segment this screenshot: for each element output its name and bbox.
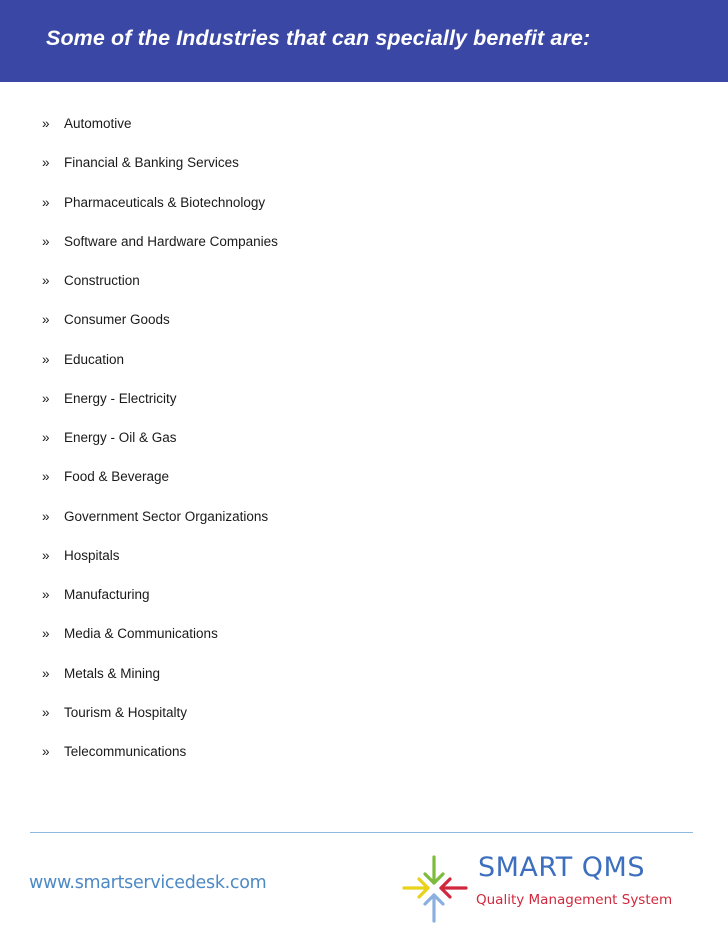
- bullet-icon: »: [42, 194, 50, 210]
- bullet-icon: »: [42, 116, 50, 131]
- bullet-icon: »: [42, 665, 50, 681]
- logo: [402, 855, 470, 923]
- industry-label: Food & Beverage: [64, 469, 170, 485]
- industry-item: [42, 152, 278, 191]
- industry-label: Media & Communications: [64, 626, 218, 642]
- bullet-icon: »: [42, 469, 50, 485]
- industry-label: Construction: [64, 273, 140, 288]
- bullet-icon: »: [42, 508, 50, 524]
- bullet-icon: »: [42, 587, 50, 602]
- website-url[interactable]: www.smartservicedesk.com: [29, 873, 267, 893]
- industry-item: [42, 113, 278, 152]
- footer-divider: [30, 832, 693, 833]
- industry-item: [42, 466, 278, 505]
- industry-item: [42, 231, 278, 270]
- industry-item: [42, 584, 278, 623]
- industry-list: [42, 113, 278, 780]
- industry-item: [42, 741, 278, 780]
- industry-item: [42, 623, 278, 662]
- converging-arrows-icon: [402, 855, 470, 923]
- bullet-icon: »: [42, 155, 50, 171]
- industry-item: [42, 192, 278, 231]
- logo-tagline: Quality Management System: [476, 892, 673, 908]
- industry-label: Financial & Banking Services: [64, 155, 239, 171]
- industry-item: [42, 427, 278, 466]
- industry-label: Tourism & Hospitalty: [64, 704, 188, 720]
- industry-label: Automotive: [64, 116, 132, 131]
- bullet-icon: »: [42, 626, 50, 642]
- industry-label: Metals & Mining: [64, 665, 161, 681]
- bullet-icon: »: [42, 233, 50, 249]
- industry-item: [42, 702, 278, 741]
- industry-label: Telecommunications: [64, 744, 187, 759]
- industry-item: [42, 663, 278, 702]
- industry-label: Hospitals: [64, 547, 120, 563]
- bullet-icon: »: [42, 390, 50, 406]
- industry-item: [42, 270, 278, 309]
- industry-label: Energy - Oil & Gas: [64, 430, 177, 445]
- industry-label: Government Sector Organizations: [64, 508, 269, 524]
- bullet-icon: »: [42, 273, 50, 288]
- bullet-icon: »: [42, 312, 50, 328]
- industry-item: [42, 349, 278, 388]
- industry-item: [42, 309, 278, 348]
- industry-item: [42, 388, 278, 427]
- bullet-icon: »: [42, 351, 50, 367]
- industry-item: [42, 545, 278, 584]
- industry-label: Software and Hardware Companies: [64, 233, 278, 249]
- industry-item: [42, 506, 278, 545]
- header-banner: [0, 0, 728, 82]
- logo-name: SMART QMS: [478, 852, 645, 883]
- bullet-icon: »: [42, 704, 50, 720]
- industry-label: Pharmaceuticals & Biotechnology: [64, 194, 266, 210]
- industry-label: Consumer Goods: [64, 312, 170, 328]
- page-title: Some of the Industries that can specially benefit are:: [46, 26, 591, 50]
- industry-label: Energy - Electricity: [64, 390, 177, 406]
- industry-label: Manufacturing: [64, 587, 150, 602]
- bullet-icon: »: [42, 430, 50, 445]
- bullet-icon: »: [42, 744, 50, 759]
- industry-label: Education: [64, 351, 125, 367]
- bullet-icon: »: [42, 547, 50, 563]
